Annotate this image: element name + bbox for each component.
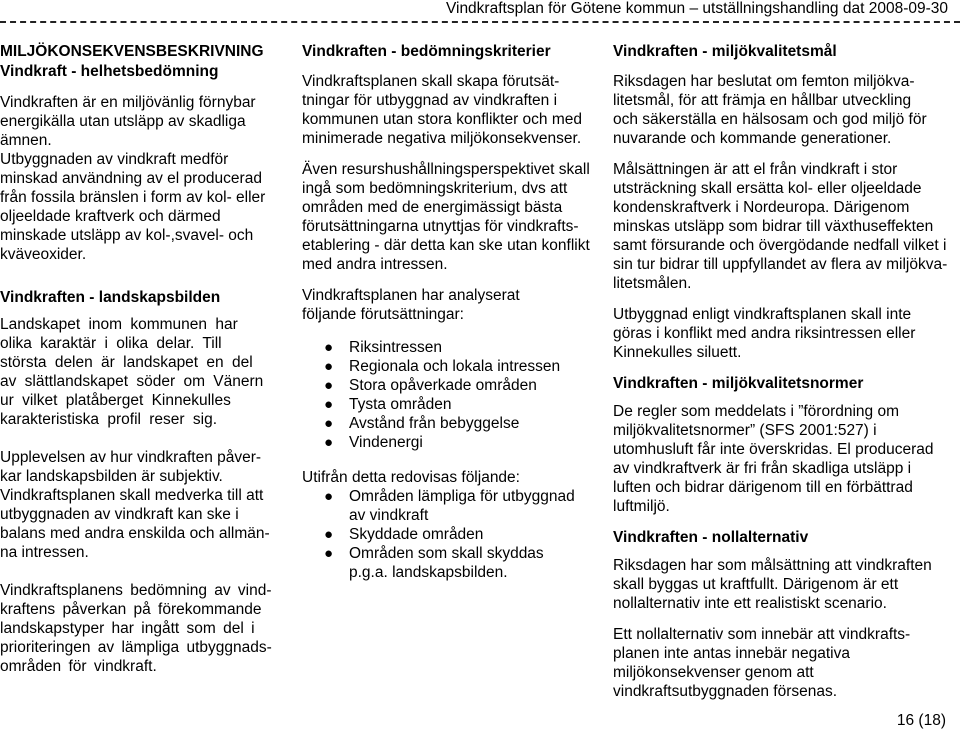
list-item: ● Områden lämpliga för utbyggnad av vindkraft <box>324 488 575 524</box>
text-line: kommunen utan stora konflikter och med <box>302 111 582 128</box>
paragraph <box>302 160 602 274</box>
text-line: Utbyggnaden av vindkraft medför <box>0 151 229 168</box>
text-line: vindkraftsutbyggnaden försenas. <box>613 683 838 700</box>
text-line: utsträckning skall ersätta kol- eller oljeeldade <box>613 180 922 197</box>
text-line: energikälla utan utsläpp av skadliga <box>0 113 246 130</box>
text-line: karakteristiska profil reser sig. <box>0 411 218 428</box>
text-line: utomhusluft får inte överskridas. El producerad <box>613 441 934 458</box>
text-line: Kinnekulles siluett. <box>613 344 742 361</box>
list-item: ● Skyddade områden <box>324 526 484 543</box>
column-left <box>0 42 292 676</box>
text-line: planen inte antas innebär negativa <box>613 645 850 662</box>
results-list <box>302 487 602 582</box>
list-item: ● Regionala och lokala intressen <box>324 358 561 375</box>
section-title-mkb: MILJÖKONSEKVENSBESKRIVNING <box>0 43 264 60</box>
text-line: skall byggas ut kraftfullt. Därigenom är ett <box>613 576 899 593</box>
text-line: följande förutsättningar: <box>302 306 464 323</box>
text-line: nuvarande och kommande generationer. <box>613 130 892 147</box>
text-line: från fossila bränslen i form av kol- eller <box>0 189 266 206</box>
bullet-icon: ● <box>324 339 334 356</box>
text-line: nollalternativ inte ett realistiskt scenario. <box>613 595 887 612</box>
paragraph <box>302 286 602 324</box>
text-line: Ett nollalternativ som innebär att vindkrafts- <box>613 626 911 643</box>
text-line: minskad användning av el producerad <box>0 170 262 187</box>
text-line: av vindkraftverk är fri från skadliga utsläpp i <box>613 460 912 477</box>
list-item: ● Vindenergi <box>324 434 423 451</box>
text-line: största delen är landskapet en del <box>0 354 253 371</box>
text-line: Även resurshushållningsperspektivet skall <box>302 161 590 178</box>
heading-miljokvalitetsmal: Vindkraften - miljökvalitetsmål <box>613 43 837 60</box>
bullet-icon: ● <box>324 377 334 394</box>
text-line: Vindkraften är en miljövänlig förnybar <box>0 94 256 111</box>
list-item: ● Områden som skall skyddas p.g.a. landskapsbilden. <box>324 545 544 581</box>
text-line: Riksdagen har beslutat om femton miljökva- <box>613 73 915 90</box>
paragraph <box>613 305 951 362</box>
text-line: Vindkraftsplanens bedömning av vind- <box>0 582 272 599</box>
bullet-icon: ● <box>324 415 334 432</box>
text-line: litetsmål, för att främja en hållbar utveckling <box>613 92 912 109</box>
text-line: luften och bidrar därigenom till en förbättrad <box>613 479 913 496</box>
list-item: ● Stora opåverkade områden <box>324 377 537 394</box>
text-line: Riksdagen har som målsättning att vindkraften <box>613 557 932 574</box>
bullet-icon: ● <box>324 545 334 562</box>
text-line: samt försurande och övergödande nedfall vilket i <box>613 237 947 254</box>
paragraph <box>613 160 951 293</box>
heading-miljokvalitetsnormer: Vindkraften - miljökvalitetsnormer <box>613 375 864 392</box>
page-number: 16 (18) <box>896 712 946 729</box>
text-line: minskas utsläpp som bidrar till växthuseffekten <box>613 218 934 235</box>
heading-landskapsbilden: Vindkraften - landskapsbilden <box>0 289 221 306</box>
text-line: Utbyggnad enligt vindkraftsplanen skall inte <box>613 306 912 323</box>
text-line: Målsättningen är att el från vindkraft i stor <box>613 161 898 178</box>
text-line: De regler som meddelats i ”förordning om <box>613 403 900 420</box>
text-line: Upplevelsen av hur vindkraften påver- <box>0 449 262 466</box>
heading-bedomningskriterier: Vindkraften - bedömningskriterier <box>302 43 551 60</box>
text-line: tningar för utbyggnad av vindkraften i <box>302 92 558 109</box>
text-line: etablering - där detta kan ske utan konflikt <box>302 237 590 254</box>
text-line: ämnen. <box>0 132 52 149</box>
paragraph <box>0 315 292 429</box>
text-line: kraftens påverkan på förekommande <box>0 601 262 618</box>
text-line: Vindkraftsplanen skall medverka till att <box>0 487 264 504</box>
text-line: områden med de energimässigt bästa <box>302 199 563 216</box>
text-line: balans med andra enskilda och allmän- <box>0 525 270 542</box>
text-line: av slättlandskapet söder om Vänern <box>0 373 264 390</box>
paragraph <box>0 93 292 150</box>
text-line: minimerade negativa miljökonsekvenser. <box>302 130 582 147</box>
text-line: utbyggnaden av vindkraft kan ske i <box>0 506 239 523</box>
text-line: kondenskraftverk i Nordeuropa. Därigenom <box>613 199 910 216</box>
paragraph <box>0 581 292 676</box>
header-rule <box>0 21 960 23</box>
paragraph <box>613 402 951 516</box>
bullet-icon: ● <box>324 358 334 375</box>
section-title-helhet: Vindkraft - helhetsbedömning <box>0 63 219 80</box>
bullet-icon: ● <box>324 488 334 505</box>
text-line: ingå som bedömningskriterium, dvs att <box>302 180 568 197</box>
criteria-list <box>302 338 602 452</box>
text-line: med andra intressen. <box>302 256 448 273</box>
text-line: Landskapet inom kommunen har <box>0 316 238 333</box>
list-item: ● Riksintressen <box>324 339 443 356</box>
text-line: prioriteringen av lämpliga utbyggnads- <box>0 639 272 656</box>
paragraph <box>302 72 602 148</box>
text-line: sin tur bidrar till uppfyllandet av flera av miljökva- <box>613 256 948 273</box>
text-line: na intressen. <box>0 544 89 561</box>
text-line: oljeeldade kraftverk och därmed <box>0 208 221 225</box>
document-header: Vindkraftsplan för Götene kommun – utställningshandling dat 2008-09-30 <box>445 0 948 17</box>
paragraph <box>613 556 951 613</box>
text-line: litetsmålen. <box>613 275 692 292</box>
text-line: förutsättningarna utnyttjas för vindkrafts- <box>302 218 579 235</box>
paragraph <box>613 625 951 701</box>
paragraph <box>0 448 292 562</box>
column-right <box>613 42 951 701</box>
text-line: miljökonsekvenser genom att <box>613 664 814 681</box>
bullet-icon: ● <box>324 526 334 543</box>
text-line: luftmiljö. <box>613 498 670 515</box>
text-line: Vindkraftsplanen skall skapa förutsät- <box>302 73 560 90</box>
text-line: landskapstyper har ingått som del i <box>0 620 255 637</box>
text-line: kar landskapsbilden är subjektiv. <box>0 468 223 485</box>
text-line: miljökvalitetsnormer” (SFS 2001:527) i <box>613 422 877 439</box>
text-line: områden för vindkraft. <box>0 658 157 675</box>
bullet-icon: ● <box>324 396 334 413</box>
heading-nollalternativ: Vindkraften - nollalternativ <box>613 529 809 546</box>
bullet-icon: ● <box>324 434 334 451</box>
text-line: ur vilket platåberget Kinnekulles <box>0 392 231 409</box>
column-middle <box>302 42 602 582</box>
paragraph <box>0 150 292 264</box>
list-item: ● Avstånd från bebyggelse <box>324 415 520 432</box>
paragraph: Utifrån detta redovisas följande: <box>302 469 520 486</box>
text-line: göras i konflikt med andra riksintressen eller <box>613 325 916 342</box>
text-line: kväveoxider. <box>0 246 87 263</box>
text-line: minskade utsläpp av kol-,svavel- och <box>0 227 254 244</box>
text-line: och säkerställa en hälsosam och god miljö för <box>613 111 927 128</box>
text-line: Vindkraftsplanen har analyserat <box>302 287 520 304</box>
text-line: olika karaktär i olika delar. Till <box>0 335 222 352</box>
list-item: ● Tysta områden <box>324 396 452 413</box>
paragraph <box>613 72 951 148</box>
